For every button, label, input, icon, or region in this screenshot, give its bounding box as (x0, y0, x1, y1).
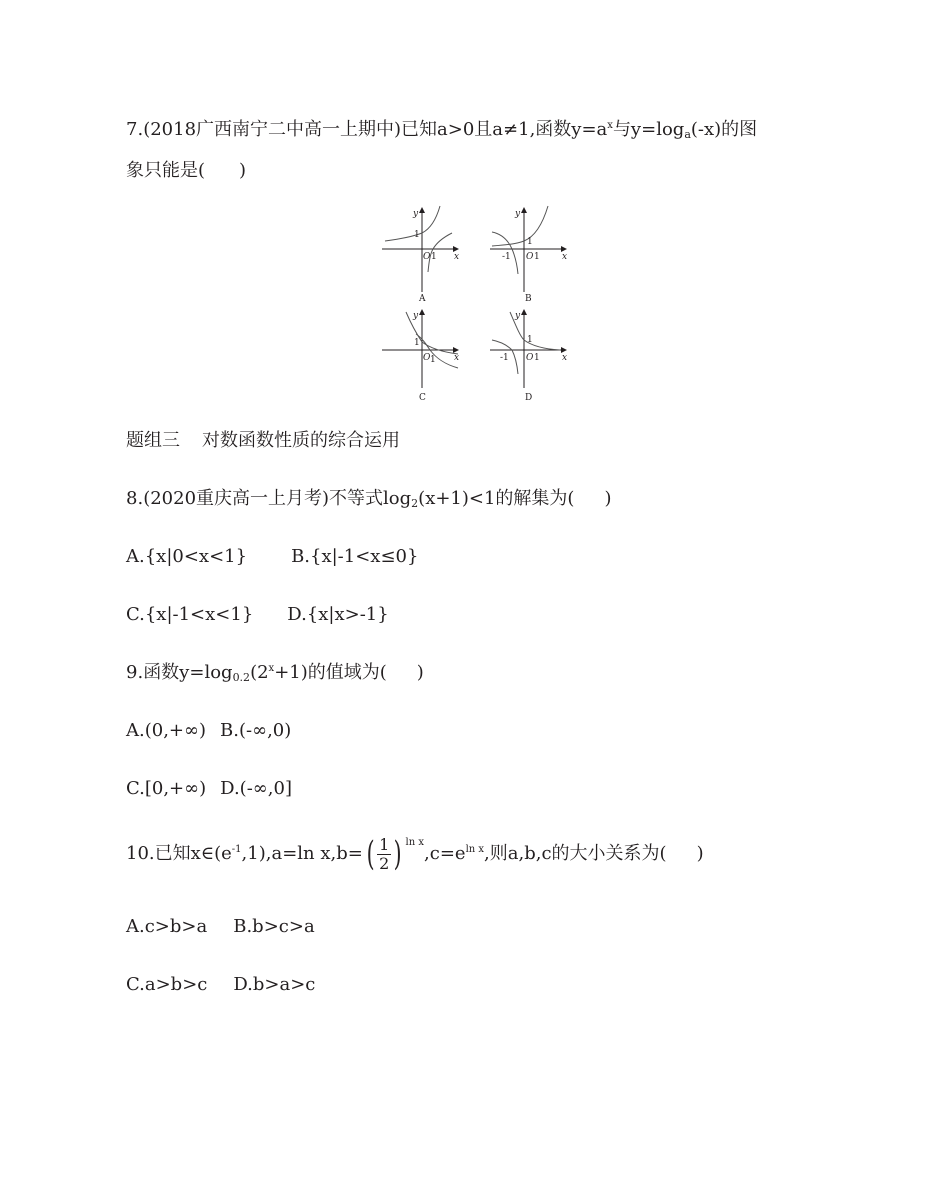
graph-d-one-y: 1 (527, 335, 533, 345)
q9-option-c: C.[0,+∞) (126, 778, 207, 799)
q8-stem-part2: (x+1)<1的解集为( (418, 488, 575, 509)
graph-c-origin: O (423, 353, 431, 363)
q7-line2 (126, 159, 246, 183)
graph-d-neg-one: -1 (500, 353, 509, 363)
graph-a-caption: A (419, 294, 426, 304)
graph-d-one-x: 1 (534, 353, 540, 363)
q9-sup-x: x (268, 663, 275, 674)
q10-close-paren: ) (696, 843, 704, 864)
q8-stem (126, 487, 612, 511)
q10-option-d: D.b>a>c (233, 974, 316, 995)
section-title (126, 429, 400, 453)
graph-d-caption: D (525, 393, 533, 400)
graph-a-one-y: 1 (414, 230, 420, 240)
q8-option-c: C.{x|-1<x<1} (126, 604, 254, 625)
graph-b-y-label: y (515, 209, 521, 219)
q7-stem-part1: 已知a>0且a≠1,函数y=a (401, 119, 608, 140)
graph-c-one-y: 1 (414, 338, 420, 348)
graph-d-x-label: x (562, 353, 568, 363)
q10-option-b: B.b>c>a (233, 916, 315, 937)
q7-line1 (126, 118, 757, 142)
q8-stem-part1: 不等式log (329, 488, 412, 509)
q9-stem-part2: (2 (250, 662, 269, 683)
q10-stem (126, 834, 704, 874)
graph-d-y-label: y (515, 311, 521, 321)
q7-source: (2018广西南宁二中高一上期中) (143, 119, 402, 140)
graph-c-y-label: y (413, 311, 419, 321)
q8-option-b: B.{x|-1<x≤0} (291, 546, 419, 567)
q10-stem-part3: ,c=e (424, 843, 466, 864)
section-title-text: 对数函数性质的综合运用 (202, 430, 400, 451)
q9-stem-part1: 函数y=log (143, 662, 233, 683)
graph-b (490, 206, 567, 304)
q10-stem-part4: ,则a,b,c的大小关系为( (484, 843, 667, 864)
q8-option-a: A.{x|0<x<1} (126, 546, 248, 567)
q7-sub-a: a (684, 128, 691, 141)
section-title-label: 题组三 (126, 430, 180, 451)
graph-a-origin: O (423, 252, 431, 262)
q8-options-row1 (126, 545, 418, 569)
q10-number: 10. (126, 843, 155, 864)
q10-stem-part1: 已知x∈(e (154, 843, 232, 864)
q10-sup-neg1: -1 (231, 844, 242, 855)
q10-options-row2 (126, 973, 315, 997)
q8-number: 8. (126, 488, 144, 509)
q10-stem-part2: ,1),a=ln x,b= (241, 843, 363, 864)
graph-b-one-x: 1 (534, 252, 540, 262)
q9-number: 9. (126, 662, 144, 683)
graph-c-one-x: 1 (430, 355, 436, 365)
q10-frac-num: 1 (379, 834, 390, 854)
graph-a-y-label: y (413, 209, 419, 219)
q8-source: (2020重庆高一上月考) (143, 488, 330, 509)
q10-options-row1 (126, 915, 315, 939)
q9-option-b: B.(-∞,0) (220, 720, 292, 741)
graph-b-origin: O (526, 252, 534, 262)
q10-option-a: A.c>b>a (126, 916, 208, 937)
q10-frac-den: 2 (379, 853, 390, 873)
q8-sub-2: 2 (411, 497, 419, 510)
q8-option-d: D.{x|x>-1} (287, 604, 389, 625)
graph-d (490, 310, 567, 400)
q10-fraction-half: ( $\frac{1}{2}$ ) (366, 834, 402, 874)
q9-sub-base: 0.2 (232, 671, 251, 684)
q7-stem-part2: 与y=log (612, 119, 685, 140)
q9-stem (126, 661, 424, 685)
q7-number: 7. (126, 119, 144, 140)
q9-option-a: A.(0,+∞) (126, 720, 207, 741)
graph-b-x-label: x (562, 252, 568, 262)
q7-answer-graphs (380, 204, 580, 400)
q8-close-paren: ) (604, 488, 612, 509)
q10-sup-lnx: ln x (405, 837, 425, 848)
graph-a-x-label: x (454, 252, 460, 262)
graph-b-neg-one: -1 (502, 252, 511, 262)
q7-stem-line2: 象只能是( (126, 160, 206, 181)
q7-close-paren: ) (239, 160, 247, 181)
graph-c-caption: C (419, 393, 426, 400)
q10-sup-lnx2: ln x (465, 844, 485, 855)
graph-a-one-x: 1 (431, 252, 437, 262)
graph-b-caption: B (525, 294, 532, 304)
graph-c (382, 310, 459, 400)
q9-options-row1 (126, 719, 291, 743)
q9-close-paren: ) (416, 662, 424, 683)
graph-d-origin: O (526, 353, 534, 363)
graph-b-one-y: 1 (527, 237, 533, 247)
q9-option-d: D.(-∞,0] (220, 778, 292, 799)
graph-c-x-label: x (454, 353, 460, 363)
q8-options-row2 (126, 603, 389, 627)
q9-stem-part3: +1)的值域为( (274, 662, 387, 683)
q10-option-c: C.a>b>c (126, 974, 208, 995)
q9-options-row2 (126, 777, 292, 801)
q7-stem-part3: (-x)的图 (690, 119, 758, 140)
q7-sup-x: x (607, 120, 613, 131)
graph-a (382, 206, 459, 304)
